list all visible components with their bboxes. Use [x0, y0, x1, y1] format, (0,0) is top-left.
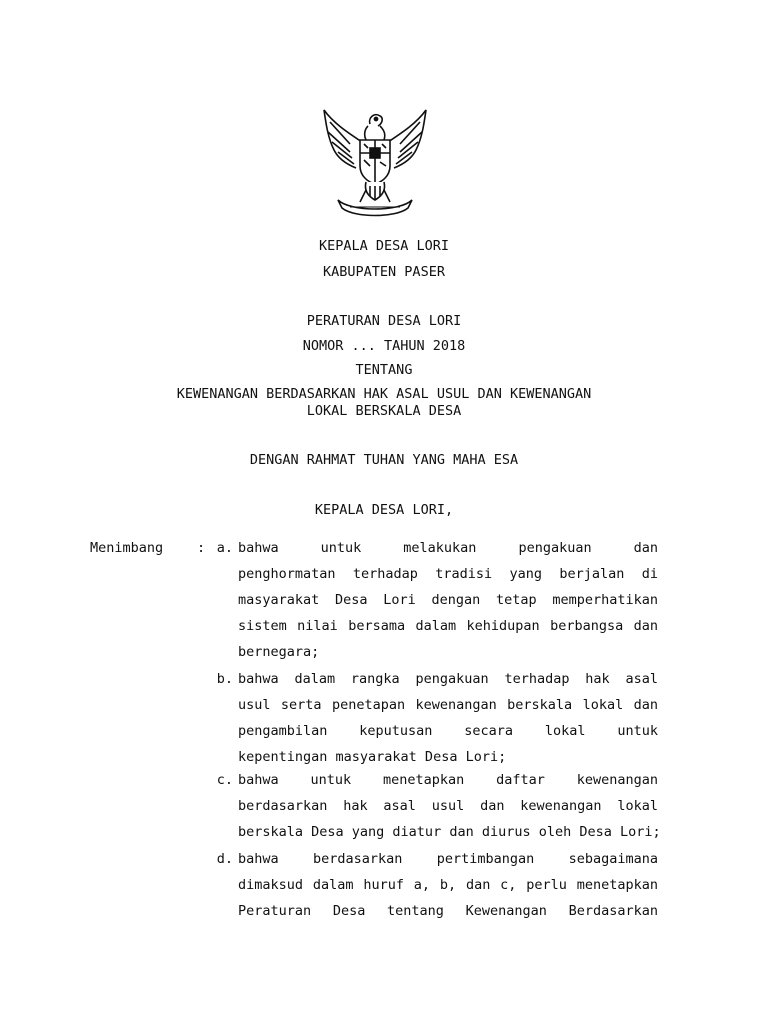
item-a-line-3: masyarakat Desa Lori dengan tetap memperhatikan — [238, 592, 658, 608]
item-c-line-3: berskala Desa yang diatur dan diurus oleh Desa Lori; — [238, 824, 661, 840]
regency-heading: KABUPATEN PASER — [323, 264, 445, 280]
regulation-about: TENTANG — [355, 362, 413, 378]
considering-label: Menimbang — [90, 540, 164, 556]
considering-item-b — [238, 666, 658, 770]
item-b-line-2: usul serta penetapan kewenangan berskala lokal dan — [238, 697, 658, 713]
considering-item-d — [238, 846, 658, 924]
item-letter-a: a. — [216, 540, 233, 556]
blessing-line: DENGAN RAHMAT TUHAN YANG MAHA ESA — [249, 452, 519, 468]
item-d-line-3: Peraturan Desa tentang Kewenangan Berdasarkan — [238, 903, 658, 919]
item-c-line-1: bahwa untuk menetapkan daftar kewenangan — [238, 772, 658, 788]
item-letter-d: d. — [216, 851, 233, 867]
regulation-subject-line-1: KEWENANGAN BERDASARKAN HAK ASAL USUL DAN KEWENANGAN — [176, 386, 592, 402]
considering-colon: : — [197, 540, 206, 556]
item-letter-c: c. — [216, 772, 233, 788]
item-a-line-5: bernegara; — [238, 644, 320, 660]
item-a-line-1: bahwa untuk melakukan pengakuan dan — [238, 540, 658, 556]
item-b-line-4: kepentingan masyarakat Desa Lori; — [238, 749, 507, 765]
item-a-line-2: penghormatan terhadap tradisi yang berjalan di — [238, 566, 658, 582]
considering-item-a — [238, 535, 658, 665]
item-b-line-1: bahwa dalam rangka pengakuan terhadap hak asal — [238, 671, 658, 687]
item-d-line-2: dimaksud dalam huruf a, b, dan c, perlu menetapkan — [238, 877, 658, 893]
item-letter-b: b. — [216, 671, 233, 687]
regulation-title: PERATURAN DESA LORI — [306, 313, 462, 329]
garuda-emblem-icon — [320, 104, 430, 218]
regulation-number: NOMOR ... TAHUN 2018 — [302, 338, 466, 354]
considering-item-c — [238, 767, 661, 845]
regulation-subject-line-2: LOKAL BERSKALA DESA — [306, 403, 462, 419]
item-a-line-4: sistem nilai bersama dalam kehidupan berbangsa dan — [238, 618, 658, 634]
item-d-line-1: bahwa berdasarkan pertimbangan sebagaimana — [238, 851, 658, 867]
authority-line: KEPALA DESA LORI, — [314, 502, 454, 518]
village-head-heading: KEPALA DESA LORI — [318, 238, 450, 254]
item-b-line-3: pengambilan keputusan secara lokal untuk — [238, 723, 658, 739]
item-c-line-2: berdasarkan hak asal usul dan kewenangan lokal — [238, 798, 658, 814]
